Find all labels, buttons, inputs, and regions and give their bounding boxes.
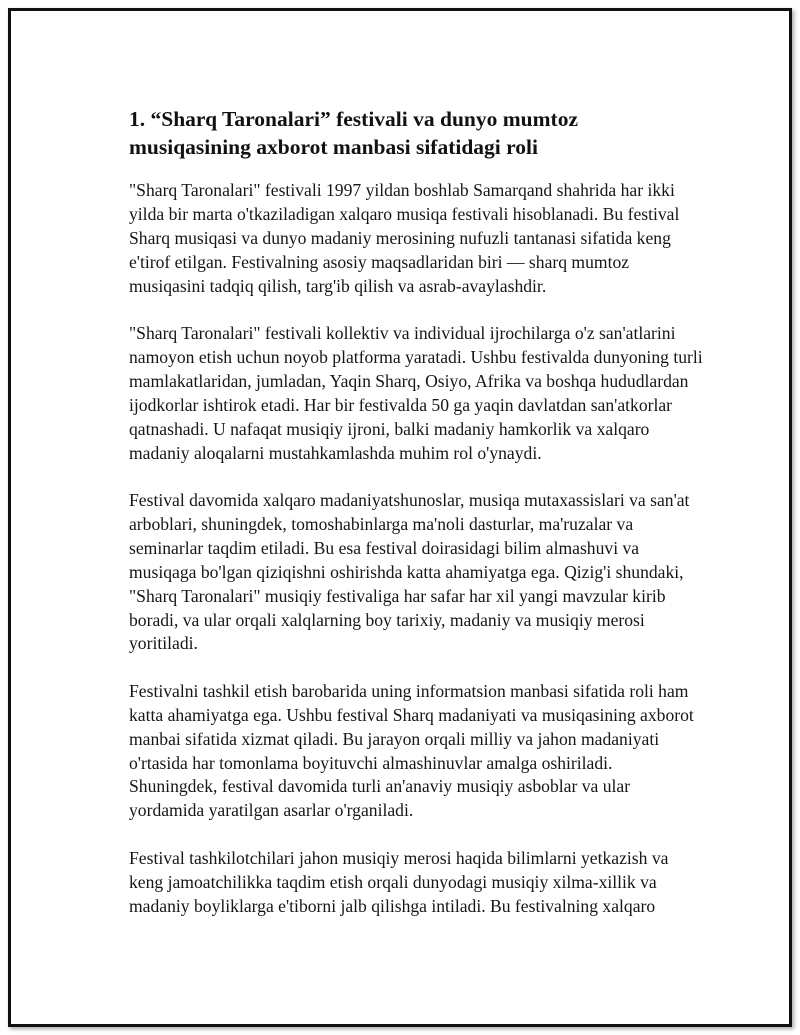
paragraph-5: Festival tashkilotchilari jahon musiqiy merosi haqida bilimlarni yetkazish va keng jamoatchilikka taqdim etish orqali dunyodagi musiqiy xilma-xillik va madaniy boyliklarga e'tiborni jalb qilishga intiladi. Bu festivalning xalqaro bbox=[129, 847, 669, 916]
paragraph-2: "Sharq Taronalari" festivali kollektiv va individual ijrochilarga o'z san'atlarini namoyon etish uchun noyob platforma yaratadi. Ushbu festivalda dunyoning turli mamlakatlaridan, jumladan, Yaqin Sharq, Osiyo, Afrika va boshqa hududlardan ijodkorlar ishtirok etadi. Har bir festivalda 50 ga yaqin davlatdan san'atkorlar qatnashadi. U nafaqat musiqiy ijroni, balki madaniy hamkorlik va xalqaro madaniy aloqalarni mustahkamlashda muhim rol o'ynaydi. bbox=[129, 323, 703, 463]
paragraph-1: "Sharq Taronalari" festivali 1997 yildan boshlab Samarqand shahrida har ikki yilda bir marta o'tkaziladigan xalqaro musiqa festivali hisoblanadi. Bu festival Sharq musiqasi va dunyo madaniy merosining nufuzli tantanasi sifatida keng e'tirof etilgan. Festivalning asosiy maqsadlaridan biri — sharq mumtoz musiqasini tadqiq qilish, targ'ib qilish va asrab-avaylashdir. bbox=[129, 180, 680, 296]
section-title: 1. “Sharq Taronalari” festivali va dunyo mumtoz musiqasining axborot manbasi sifatidagi roli bbox=[129, 107, 578, 159]
document-page bbox=[8, 8, 792, 1027]
document-body bbox=[129, 105, 705, 942]
paragraph-3: Festival davomida xalqaro madaniyatshunoslar, musiqa mutaxassislari va san'at arboblari, shuningdek, tomoshabinlarga ma'noli dasturlar, ma'ruzalar va seminarlar taqdim etiladi. Bu esa festival doirasidagi bilim almashuvi va musiqaga bo'lgan qiziqishni oshirishda katta ahamiyatga ega. Qizig'i shundaki, "Sharq Taronalari" musiqiy festivaliga har safar har xil yangi mavzular kirib boradi, va ular orqali xalqlarning boy tarixiy, madaniy va musiqiy merosi yoritiladi. bbox=[129, 489, 690, 654]
paragraph-4: Festivalni tashkil etish barobarida uning informatsion manbasi sifatida roli ham katta ahamiyatga ega. Ushbu festival Sharq madaniyati va musiqasining axborot manbai sifatida xizmat qiladi. Bu jarayon orqali milliy va jahon madaniyati o'rtasida har tomonlama boyituvchi almashinuvlar amalga oshiriladi. Shuningdek, festival davomida turli an'anaviy musiqiy asboblar va ular yordamida yaratilgan asarlar o'rganiladi. bbox=[129, 680, 694, 821]
